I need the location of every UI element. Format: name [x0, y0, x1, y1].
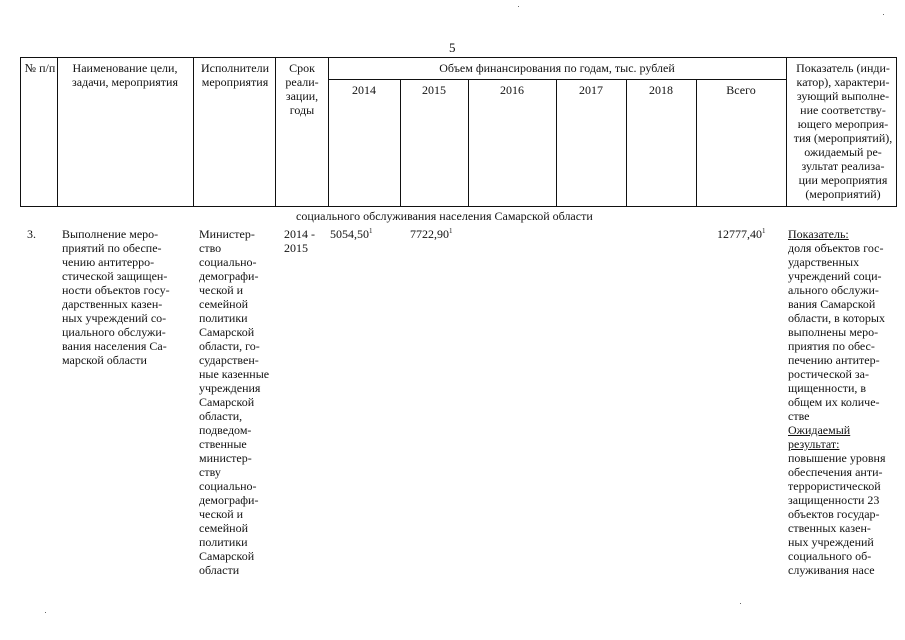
indicator-label: Показатель:	[788, 227, 849, 241]
col-divider	[57, 58, 58, 206]
row-value-2014: 5054,50$^1$	[330, 227, 373, 241]
row-value-2015: 7722,90$^1$	[410, 227, 453, 241]
page-number: 5	[449, 40, 456, 55]
col-divider	[328, 58, 329, 206]
header-total: Всего	[726, 83, 756, 97]
row-value-total: 12777,40$^1$	[717, 227, 766, 241]
scan-speck	[518, 6, 519, 7]
header-term: Срок реали- зации, годы	[285, 61, 319, 117]
scan-speck	[45, 612, 46, 613]
row-term: 2014 - 2015	[284, 227, 315, 255]
row-divider	[328, 79, 786, 80]
row-name: Выполнение меро- приятий по обеспе- чению антитерро- стической защищен- ности объектов госу- дарственных казен- ных учреждений со- циального обслужи- вания населения Са- марской области	[62, 227, 170, 367]
col-divider	[275, 58, 276, 206]
table-header	[20, 57, 897, 207]
col-divider	[696, 79, 697, 206]
row-number: 3.	[27, 227, 36, 241]
header-year-2018: 2018	[649, 83, 673, 97]
header-finance: Объем финансирования по годам, тыс. рублей	[439, 61, 675, 75]
expected-label: Ожидаемый	[788, 423, 851, 437]
section-title: социального обслуживания населения Самарской области	[296, 209, 593, 223]
header-name: Наименование цели, задачи, мероприятия	[72, 61, 178, 89]
header-indicator: Показатель (инди- катор), характери- зующий выполне- ние соответству- ющего мероприя- тия (мероприятий), ожидаемый ре- зультат реализа- ции мероприятия (мероприятий)	[793, 61, 893, 201]
header-year-2016: 2016	[500, 83, 524, 97]
scan-speck	[740, 603, 741, 604]
header-year-2017: 2017	[579, 83, 603, 97]
col-divider	[193, 58, 194, 206]
col-divider	[468, 79, 469, 206]
row-indicator: Показатель: доля объектов гос- ударственных учреждений соци- ального обслужи- вания Самарской области, в которых выполнены меро- приятия по обес- печению антитер- ростической за- щищенности, в общем их количе- стве Ожидаемый результат: повышение уровня обеспечения анти- террористической защищенности 23 объектов государ- ственных казен- ных учреждений социального об- служивания насе	[788, 227, 896, 577]
col-divider	[556, 79, 557, 206]
scan-speck	[883, 14, 884, 15]
col-divider	[626, 79, 627, 206]
header-executors: Исполнители мероприятия	[200, 61, 270, 89]
col-divider	[786, 58, 787, 206]
col-divider	[400, 79, 401, 206]
header-year-2015: 2015	[422, 83, 446, 97]
header-num: № п/п	[24, 61, 56, 75]
row-executors: Министер- ство социально- демографи- ческой и семейной политики Самарской области, го- сударствен- ные казенные учреждения Самарской области, подведом- ственные министер- ству социально- демографи- ческой и семейной политики Самарской области	[199, 227, 270, 577]
header-year-2014: 2014	[352, 83, 376, 97]
